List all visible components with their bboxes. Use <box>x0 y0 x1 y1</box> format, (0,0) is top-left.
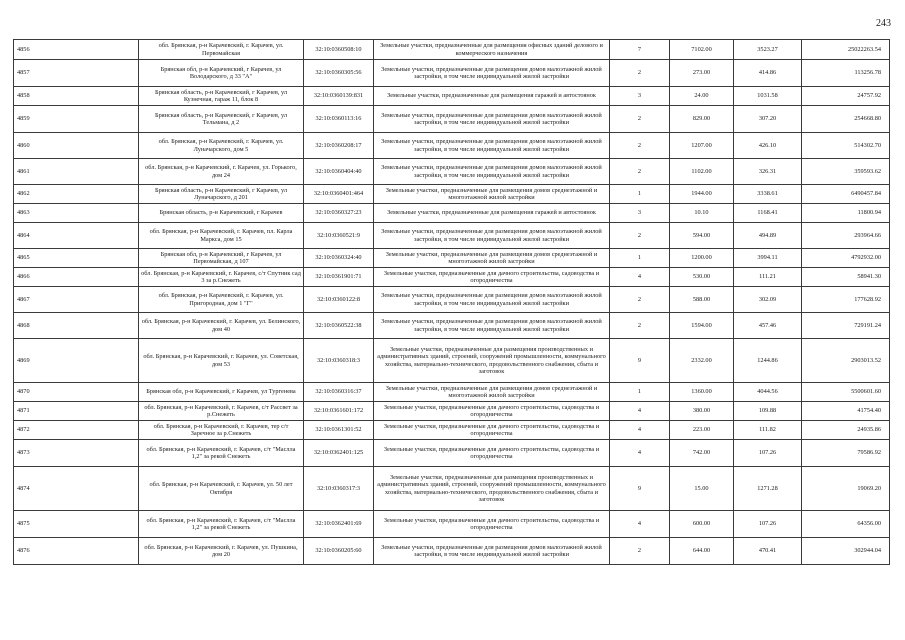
row-number: 4868 <box>14 313 139 339</box>
area-cell: 273.00 <box>670 60 734 87</box>
cadastral-cost-cell: 729191.24 <box>802 313 890 339</box>
area-cell: 1944.00 <box>670 185 734 204</box>
table-row <box>14 383 890 402</box>
area-cell: 1360.00 <box>670 383 734 402</box>
table-row <box>14 402 890 421</box>
cadastral-number-cell: 32:10:0360404:40 <box>304 159 374 185</box>
specific-value-cell: 494.89 <box>734 223 802 249</box>
row-number: 4873 <box>14 440 139 467</box>
table-row <box>14 249 890 268</box>
cadastral-cost-cell: 11800.94 <box>802 204 890 223</box>
specific-value-cell: 4044.56 <box>734 383 802 402</box>
table-row <box>14 159 890 185</box>
area-cell: 15.00 <box>670 467 734 511</box>
land-use-cell: Земельные участки, предназначенные для размещения производственных и административных зданий, строений, сооружений промышленности, коммунального хозяйства, материально-технического, продовольственного снабжения, сбыта и заготовок <box>374 467 610 511</box>
cadastral-number-cell: 32:10:0360508:10 <box>304 40 374 60</box>
cadastral-cost-cell: 254668.80 <box>802 106 890 133</box>
use-group-cell: 7 <box>610 40 670 60</box>
use-group-cell: 4 <box>610 421 670 440</box>
use-group-cell: 4 <box>610 440 670 467</box>
cadastral-number-cell: 32:10:0362401:69 <box>304 511 374 538</box>
cadastral-cost-cell: 79586.92 <box>802 440 890 467</box>
row-number: 4857 <box>14 60 139 87</box>
table-row <box>14 287 890 313</box>
land-use-cell: Земельные участки, предназначенные для размещения домов среднеэтажной и многоэтажной жилой застройки <box>374 383 610 402</box>
row-number: 4869 <box>14 339 139 383</box>
use-group-cell: 4 <box>610 402 670 421</box>
cadastral-cost-cell: 64356.00 <box>802 511 890 538</box>
area-cell: 644.00 <box>670 538 734 565</box>
specific-value-cell: 1031.58 <box>734 87 802 106</box>
specific-value-cell: 1271.28 <box>734 467 802 511</box>
use-group-cell: 3 <box>610 87 670 106</box>
table-row <box>14 339 890 383</box>
address-cell: Брянская область, р-н Карачевский, г Карачев, ул Тельмана, д 2 <box>139 106 304 133</box>
use-group-cell: 2 <box>610 159 670 185</box>
cadastral-number-cell: 32:10:0360318:3 <box>304 339 374 383</box>
cadastral-cost-cell: 359593.62 <box>802 159 890 185</box>
row-number: 4876 <box>14 538 139 565</box>
specific-value-cell: 3338.61 <box>734 185 802 204</box>
cadastral-number-cell: 32:10:0360305:56 <box>304 60 374 87</box>
address-cell: Брянская область, р-н Карачевский, г Карачев, ул Луначарского, д 201 <box>139 185 304 204</box>
area-cell: 1594.00 <box>670 313 734 339</box>
area-cell: 1207.00 <box>670 133 734 159</box>
cadastral-number-cell: 32:10:0360122:8 <box>304 287 374 313</box>
address-cell: Брянская область, р-н Карачевский, г Карачев <box>139 204 304 223</box>
specific-value-cell: 111.21 <box>734 268 802 287</box>
table-row <box>14 268 890 287</box>
specific-value-cell: 302.09 <box>734 287 802 313</box>
area-cell: 829.00 <box>670 106 734 133</box>
use-group-cell: 9 <box>610 339 670 383</box>
use-group-cell: 2 <box>610 223 670 249</box>
cadastral-cost-cell: 302944.04 <box>802 538 890 565</box>
use-group-cell: 2 <box>610 287 670 313</box>
row-number: 4863 <box>14 204 139 223</box>
row-number: 4859 <box>14 106 139 133</box>
cadastral-number-cell: 32:10:0360324:40 <box>304 249 374 268</box>
land-use-cell: Земельные участки, предназначенные для размещения гаражей и автостоянок <box>374 204 610 223</box>
land-use-cell: Земельные участки, предназначенные для размещения домов малоэтажной жилой застройки, в том числе индивидуальной жилой застройки <box>374 60 610 87</box>
use-group-cell: 2 <box>610 538 670 565</box>
land-use-cell: Земельные участки, предназначенные для размещения домов малоэтажной жилой застройки, в том числе индивидуальной жилой застройки <box>374 106 610 133</box>
address-cell: обл. Брянская, р-н Карачевский, г. Карачев, тер с/т Заречное за р.Снежеть <box>139 421 304 440</box>
cadastral-cost-cell: 2903013.52 <box>802 339 890 383</box>
cadastral-number-cell: 32:10:0360316:37 <box>304 383 374 402</box>
land-use-cell: Земельные участки, предназначенные для размещения домов малоэтажной жилой застройки, в том числе индивидуальной жилой застройки <box>374 313 610 339</box>
use-group-cell: 4 <box>610 268 670 287</box>
land-use-cell: Земельные участки, предназначенные для размещения домов малоэтажной жилой застройки, в том числе индивидуальной жилой застройки <box>374 223 610 249</box>
row-number: 4867 <box>14 287 139 313</box>
address-cell: Брянская обл, р-н Карачевский, г Карачев, ул Тургенева <box>139 383 304 402</box>
address-cell: обл. Брянская, р-н Карачевский, г. Карачев, ул. Пушкина, дом 20 <box>139 538 304 565</box>
cadastral-number-cell: 32:10:0360139:831 <box>304 87 374 106</box>
cadastral-number-cell: 32:10:0361901:71 <box>304 268 374 287</box>
row-number: 4866 <box>14 268 139 287</box>
area-cell: 24.00 <box>670 87 734 106</box>
use-group-cell: 9 <box>610 467 670 511</box>
cadastral-number-cell: 32:10:0360205:60 <box>304 538 374 565</box>
cadastral-cost-cell: 41754.40 <box>802 402 890 421</box>
address-cell: обл. Брянская, р-н Карачевский, г. Карачев, ул. Советская, дом 53 <box>139 339 304 383</box>
cadastral-cost-cell: 514302.70 <box>802 133 890 159</box>
specific-value-cell: 426.10 <box>734 133 802 159</box>
address-cell: обл. Брянская, р-н Карачевский, г. Карачев, ул. Луначарского, дом 5 <box>139 133 304 159</box>
address-cell: обл. Брянская, р-н Карачевский, г. Карачев, с/т "Маслла 1,2" за рекой Снежеть <box>139 511 304 538</box>
table-row <box>14 87 890 106</box>
use-group-cell: 3 <box>610 204 670 223</box>
land-use-cell: Земельные участки, предназначенные для дачного строительства, садоводства и огородничества <box>374 421 610 440</box>
address-cell: обл. Брянская, р-н Карачевский, г. Карачев, с/т Рассвет за р.Снежеть <box>139 402 304 421</box>
table-row <box>14 440 890 467</box>
land-use-cell: Земельные участки, предназначенные для размещения домов малоэтажной жилой застройки, в том числе индивидуальной жилой застройки <box>374 133 610 159</box>
area-cell: 1200.00 <box>670 249 734 268</box>
cadastral-number-cell: 32:10:0360522:38 <box>304 313 374 339</box>
cadastral-cost-cell: 24757.92 <box>802 87 890 106</box>
table-row <box>14 106 890 133</box>
land-use-cell: Земельные участки, предназначенные для размещения домов малоэтажной жилой застройки, в том числе индивидуальной жилой застройки <box>374 287 610 313</box>
land-use-cell: Земельные участки, предназначенные для дачного строительства, садоводства и огородничества <box>374 402 610 421</box>
land-use-cell: Земельные участки, предназначенные для размещения домов малоэтажной жилой застройки, в том числе индивидуальной жилой застройки <box>374 538 610 565</box>
specific-value-cell: 470.41 <box>734 538 802 565</box>
address-cell: обл. Брянская, р-н Карачевский, г. Карачев, ул. Первомайская <box>139 40 304 60</box>
specific-value-cell: 1168.41 <box>734 204 802 223</box>
land-use-cell: Земельные участки, предназначенные для размещения офисных зданий делового и коммерческого назначения <box>374 40 610 60</box>
table-row <box>14 133 890 159</box>
area-cell: 7102.00 <box>670 40 734 60</box>
use-group-cell: 1 <box>610 383 670 402</box>
land-use-cell: Земельные участки, предназначенные для размещения домов среднеэтажной и многоэтажной жилой застройки <box>374 249 610 268</box>
cadastral-cost-cell: 113256.78 <box>802 60 890 87</box>
address-cell: обл. Брянская, р-н Карачевский, г. Карачев, пл. Карла Маркса, дом 15 <box>139 223 304 249</box>
cadastral-number-cell: 32:10:0360401:464 <box>304 185 374 204</box>
table-row <box>14 60 890 87</box>
cadastral-cost-cell: 58941.30 <box>802 268 890 287</box>
cadastral-cost-cell: 293964.66 <box>802 223 890 249</box>
table-row <box>14 538 890 565</box>
area-cell: 742.00 <box>670 440 734 467</box>
cadastral-cost-cell: 6490457.84 <box>802 185 890 204</box>
table-row <box>14 313 890 339</box>
area-cell: 600.00 <box>670 511 734 538</box>
area-cell: 1102.00 <box>670 159 734 185</box>
table-body <box>14 40 890 565</box>
cadastral-number-cell: 32:10:0360317:3 <box>304 467 374 511</box>
use-group-cell: 1 <box>610 249 670 268</box>
row-number: 4856 <box>14 40 139 60</box>
page-number: 243 <box>876 18 891 29</box>
land-use-cell: Земельные участки, предназначенные для размещения гаражей и автостоянок <box>374 87 610 106</box>
use-group-cell: 1 <box>610 185 670 204</box>
row-number: 4874 <box>14 467 139 511</box>
address-cell: обл. Брянская, р-н Карачевский, г. Карачев, ул. 50 лет Октября <box>139 467 304 511</box>
land-use-cell: Земельные участки, предназначенные для размещения домов среднеэтажной и многоэтажной жилой застройки <box>374 185 610 204</box>
address-cell: обл. Брянская, р-н Карачевский, г. Карачев, ул. Горького, дом 24 <box>139 159 304 185</box>
cadastral-cost-cell: 25022263.54 <box>802 40 890 60</box>
row-number: 4871 <box>14 402 139 421</box>
address-cell: обл. Брянская, р-н Карачевский, г. Карачев, с/т Спутник сад 3 за р.Снежеть <box>139 268 304 287</box>
area-cell: 594.00 <box>670 223 734 249</box>
specific-value-cell: 1244.86 <box>734 339 802 383</box>
table-row <box>14 40 890 60</box>
area-cell: 530.00 <box>670 268 734 287</box>
cadastral-cost-cell: 177628.92 <box>802 287 890 313</box>
cadastral-cost-cell: 4792932.00 <box>802 249 890 268</box>
specific-value-cell: 3523.27 <box>734 40 802 60</box>
cadastral-number-cell: 32:10:0360113:16 <box>304 106 374 133</box>
cadastral-number-cell: 32:10:0362401:125 <box>304 440 374 467</box>
land-use-cell: Земельные участки, предназначенные для дачного строительства, садоводства и огородничества <box>374 268 610 287</box>
table-row <box>14 511 890 538</box>
specific-value-cell: 107.26 <box>734 511 802 538</box>
table-row <box>14 421 890 440</box>
use-group-cell: 2 <box>610 106 670 133</box>
address-cell: обл. Брянская, р-н Карачевский, г. Карачев, ул. Белинского, дом 40 <box>139 313 304 339</box>
area-cell: 10.10 <box>670 204 734 223</box>
row-number: 4858 <box>14 87 139 106</box>
cadastral-cost-cell: 19069.20 <box>802 467 890 511</box>
area-cell: 2332.00 <box>670 339 734 383</box>
address-cell: обл. Брянская, р-н Карачевский, г. Карачев, с/т "Маслла 1,2" за рекой Снежеть <box>139 440 304 467</box>
land-use-cell: Земельные участки, предназначенные для дачного строительства, садоводства и огородничества <box>374 440 610 467</box>
use-group-cell: 2 <box>610 60 670 87</box>
table-row <box>14 223 890 249</box>
cadastral-value-table <box>13 39 890 565</box>
land-use-cell: Земельные участки, предназначенные для размещения производственных и административных зданий, строений, сооружений промышленности, коммунального хозяйства, материально-технического, продовольственного снабжения, сбыта и заготовок <box>374 339 610 383</box>
cadastral-cost-cell: 5500601.60 <box>802 383 890 402</box>
table-row <box>14 185 890 204</box>
use-group-cell: 2 <box>610 313 670 339</box>
cadastral-number-cell: 32:10:0360327:23 <box>304 204 374 223</box>
cadastral-number-cell: 32:10:0361601:172 <box>304 402 374 421</box>
address-cell: Брянская обл, р-н Карачевский, г Карачев, ул Володарского, д 33 "А" <box>139 60 304 87</box>
address-cell: обл. Брянская, р-н Карачевский, г. Карачев, ул. Пригородная, дом 1 "Г" <box>139 287 304 313</box>
area-cell: 588.00 <box>670 287 734 313</box>
area-cell: 223.00 <box>670 421 734 440</box>
cadastral-number-cell: 32:10:0361301:52 <box>304 421 374 440</box>
cadastral-cost-cell: 24935.86 <box>802 421 890 440</box>
row-number: 4860 <box>14 133 139 159</box>
specific-value-cell: 111.82 <box>734 421 802 440</box>
specific-value-cell: 414.86 <box>734 60 802 87</box>
row-number: 4864 <box>14 223 139 249</box>
use-group-cell: 2 <box>610 133 670 159</box>
land-use-cell: Земельные участки, предназначенные для дачного строительства, садоводства и огородничества <box>374 511 610 538</box>
address-cell: Брянская область, р-н Карачевский, г Карачев, ул Кузнечная, гараж 11, блок 8 <box>139 87 304 106</box>
specific-value-cell: 109.88 <box>734 402 802 421</box>
table-row <box>14 204 890 223</box>
cadastral-number-cell: 32:10:0360208:17 <box>304 133 374 159</box>
specific-value-cell: 107.26 <box>734 440 802 467</box>
table-row <box>14 467 890 511</box>
row-number: 4861 <box>14 159 139 185</box>
address-cell: Брянская обл, р-н Карачевский, г Карачев, ул Первомайская, д 107 <box>139 249 304 268</box>
cadastral-number-cell: 32:10:0360521:9 <box>304 223 374 249</box>
specific-value-cell: 457.46 <box>734 313 802 339</box>
row-number: 4870 <box>14 383 139 402</box>
area-cell: 380.00 <box>670 402 734 421</box>
row-number: 4875 <box>14 511 139 538</box>
land-use-cell: Земельные участки, предназначенные для размещения домов малоэтажной жилой застройки, в том числе индивидуальной жилой застройки <box>374 159 610 185</box>
row-number: 4872 <box>14 421 139 440</box>
use-group-cell: 4 <box>610 511 670 538</box>
specific-value-cell: 307.20 <box>734 106 802 133</box>
specific-value-cell: 326.31 <box>734 159 802 185</box>
specific-value-cell: 3994.11 <box>734 249 802 268</box>
row-number: 4865 <box>14 249 139 268</box>
row-number: 4862 <box>14 185 139 204</box>
